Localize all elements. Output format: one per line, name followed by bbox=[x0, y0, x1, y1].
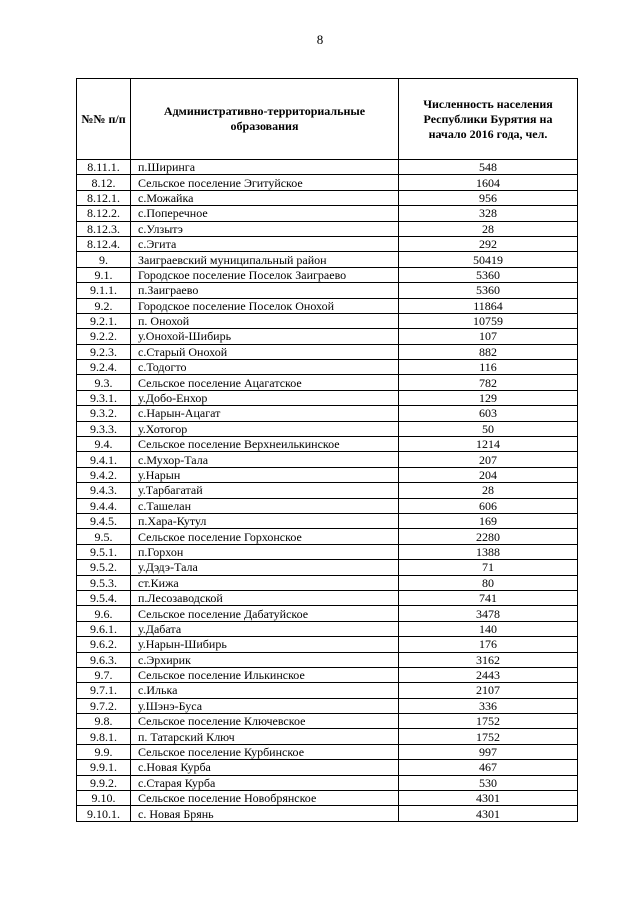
table-row bbox=[77, 252, 578, 267]
table-row bbox=[77, 160, 578, 175]
row-population: 50 bbox=[399, 421, 578, 436]
row-territory: п. Онохой bbox=[131, 313, 399, 328]
table-row bbox=[77, 236, 578, 251]
row-population: 50419 bbox=[399, 252, 578, 267]
row-territory: п.Заиграево bbox=[131, 283, 399, 298]
table-row bbox=[77, 575, 578, 590]
row-territory: с.Старый Онохой bbox=[131, 344, 399, 359]
row-territory: Заиграевский муниципальный район bbox=[131, 252, 399, 267]
table-row bbox=[77, 283, 578, 298]
row-territory: с.Эрхирик bbox=[131, 652, 399, 667]
table-row bbox=[77, 375, 578, 390]
row-population: 204 bbox=[399, 467, 578, 482]
table-body bbox=[77, 160, 578, 822]
row-number: 9.1.1. bbox=[77, 283, 131, 298]
row-territory: у.Шэнэ-Буса bbox=[131, 698, 399, 713]
table-row bbox=[77, 729, 578, 744]
header-population: Численность населения Республики Бурятия на начало 2016 года, чел. bbox=[399, 79, 578, 160]
row-territory: Сельское поселение Ключевское bbox=[131, 714, 399, 729]
row-territory: Сельское поселение Курбинское bbox=[131, 744, 399, 759]
row-population: 11864 bbox=[399, 298, 578, 313]
row-territory: с. Новая Брянь bbox=[131, 806, 399, 821]
row-territory: у.Дэдэ-Тала bbox=[131, 560, 399, 575]
table-header bbox=[77, 79, 578, 160]
row-territory: Сельское поселение Ацагатское bbox=[131, 375, 399, 390]
row-population: 882 bbox=[399, 344, 578, 359]
row-population: 328 bbox=[399, 206, 578, 221]
row-number: 8.11.1. bbox=[77, 160, 131, 175]
row-territory: п.Хара-Кутул bbox=[131, 513, 399, 528]
row-number: 9.3.1. bbox=[77, 390, 131, 405]
row-number: 9.9.2. bbox=[77, 775, 131, 790]
table-row bbox=[77, 437, 578, 452]
table-row bbox=[77, 621, 578, 636]
table-row bbox=[77, 206, 578, 221]
row-population: 1752 bbox=[399, 729, 578, 744]
row-number: 9.9. bbox=[77, 744, 131, 759]
table-row bbox=[77, 698, 578, 713]
row-number: 8.12.2. bbox=[77, 206, 131, 221]
row-territory: п. Татарский Ключ bbox=[131, 729, 399, 744]
row-population: 4301 bbox=[399, 791, 578, 806]
table-row bbox=[77, 452, 578, 467]
row-number: 9.2. bbox=[77, 298, 131, 313]
table-row bbox=[77, 313, 578, 328]
table-row bbox=[77, 498, 578, 513]
row-number: 9.5.4. bbox=[77, 590, 131, 605]
row-population: 4301 bbox=[399, 806, 578, 821]
table-row bbox=[77, 190, 578, 205]
row-population: 129 bbox=[399, 390, 578, 405]
header-number: №№ п/п bbox=[77, 79, 131, 160]
row-population: 997 bbox=[399, 744, 578, 759]
row-territory: у.Тарбагатай bbox=[131, 483, 399, 498]
row-number: 9.6. bbox=[77, 606, 131, 621]
table-row bbox=[77, 421, 578, 436]
row-number: 9.2.1. bbox=[77, 313, 131, 328]
table-row bbox=[77, 221, 578, 236]
table-row bbox=[77, 513, 578, 528]
row-population: 2443 bbox=[399, 667, 578, 682]
table-row bbox=[77, 483, 578, 498]
row-population: 176 bbox=[399, 637, 578, 652]
row-number: 9.9.1. bbox=[77, 760, 131, 775]
row-territory: ст.Кижа bbox=[131, 575, 399, 590]
table-row bbox=[77, 298, 578, 313]
row-territory: с.Поперечное bbox=[131, 206, 399, 221]
row-number: 9.1. bbox=[77, 267, 131, 282]
table-row bbox=[77, 667, 578, 682]
row-number: 9.3. bbox=[77, 375, 131, 390]
row-number: 9.4.4. bbox=[77, 498, 131, 513]
row-number: 9.6.1. bbox=[77, 621, 131, 636]
page-number: 8 bbox=[316, 32, 324, 47]
table-row bbox=[77, 329, 578, 344]
row-number: 9.7.2. bbox=[77, 698, 131, 713]
row-number: 9.4.3. bbox=[77, 483, 131, 498]
table-row bbox=[77, 544, 578, 559]
row-territory: Городское поселение Поселок Онохой bbox=[131, 298, 399, 313]
row-population: 140 bbox=[399, 621, 578, 636]
row-number: 9.4.5. bbox=[77, 513, 131, 528]
row-population: 207 bbox=[399, 452, 578, 467]
table-row bbox=[77, 467, 578, 482]
table-row bbox=[77, 606, 578, 621]
row-number: 9.2.3. bbox=[77, 344, 131, 359]
row-population: 80 bbox=[399, 575, 578, 590]
header-row bbox=[77, 79, 578, 160]
row-territory: с.Илька bbox=[131, 683, 399, 698]
row-population: 5360 bbox=[399, 267, 578, 282]
row-number: 9.5.1. bbox=[77, 544, 131, 559]
row-number: 9.4.1. bbox=[77, 452, 131, 467]
header-territory: Административно-территориальные образования bbox=[131, 79, 399, 160]
table-row bbox=[77, 390, 578, 405]
row-population: 530 bbox=[399, 775, 578, 790]
row-population: 292 bbox=[399, 236, 578, 251]
row-number: 9.2.4. bbox=[77, 360, 131, 375]
row-population: 28 bbox=[399, 483, 578, 498]
table-row bbox=[77, 806, 578, 821]
row-number: 8.12.3. bbox=[77, 221, 131, 236]
table-row bbox=[77, 175, 578, 190]
row-number: 8.12.1. bbox=[77, 190, 131, 205]
row-territory: п.Ширинга bbox=[131, 160, 399, 175]
table-row bbox=[77, 775, 578, 790]
row-population: 116 bbox=[399, 360, 578, 375]
row-number: 9.5.3. bbox=[77, 575, 131, 590]
row-territory: с.Мухор-Тала bbox=[131, 452, 399, 467]
row-territory: у.Нарын bbox=[131, 467, 399, 482]
row-territory: Сельское поселение Верхнеилькинское bbox=[131, 437, 399, 452]
table-row bbox=[77, 637, 578, 652]
row-population: 1752 bbox=[399, 714, 578, 729]
row-population: 169 bbox=[399, 513, 578, 528]
row-population: 467 bbox=[399, 760, 578, 775]
row-population: 741 bbox=[399, 590, 578, 605]
row-territory: Сельское поселение Горхонское bbox=[131, 529, 399, 544]
row-territory: у.Онохой-Шибирь bbox=[131, 329, 399, 344]
table-row bbox=[77, 791, 578, 806]
table-row bbox=[77, 760, 578, 775]
row-number: 9.3.3. bbox=[77, 421, 131, 436]
table-row bbox=[77, 590, 578, 605]
row-territory: у.Дабата bbox=[131, 621, 399, 636]
table-row bbox=[77, 344, 578, 359]
row-territory: с.Ташелан bbox=[131, 498, 399, 513]
row-population: 28 bbox=[399, 221, 578, 236]
row-number: 9.8. bbox=[77, 714, 131, 729]
table-row bbox=[77, 529, 578, 544]
row-population: 1388 bbox=[399, 544, 578, 559]
table-row bbox=[77, 683, 578, 698]
row-territory: с.Тодогто bbox=[131, 360, 399, 375]
row-territory: п.Лесозаводской bbox=[131, 590, 399, 605]
population-table bbox=[76, 78, 578, 822]
row-population: 2107 bbox=[399, 683, 578, 698]
table-row bbox=[77, 652, 578, 667]
row-number: 9.5.2. bbox=[77, 560, 131, 575]
row-territory: п.Горхон bbox=[131, 544, 399, 559]
row-territory: с.Старая Курба bbox=[131, 775, 399, 790]
row-number: 9.5. bbox=[77, 529, 131, 544]
row-population: 3478 bbox=[399, 606, 578, 621]
row-population: 336 bbox=[399, 698, 578, 713]
row-population: 782 bbox=[399, 375, 578, 390]
table-row bbox=[77, 360, 578, 375]
row-territory: с.Новая Курба bbox=[131, 760, 399, 775]
row-territory: Сельское поселение Новобрянское bbox=[131, 791, 399, 806]
row-population: 2280 bbox=[399, 529, 578, 544]
row-territory: с.Эгита bbox=[131, 236, 399, 251]
table-row bbox=[77, 267, 578, 282]
row-number: 9.4. bbox=[77, 437, 131, 452]
row-population: 10759 bbox=[399, 313, 578, 328]
row-territory: с.Можайка bbox=[131, 190, 399, 205]
row-number: 9.3.2. bbox=[77, 406, 131, 421]
row-number: 9.7.1. bbox=[77, 683, 131, 698]
row-population: 606 bbox=[399, 498, 578, 513]
row-population: 548 bbox=[399, 160, 578, 175]
table-row bbox=[77, 714, 578, 729]
row-number: 8.12.4. bbox=[77, 236, 131, 251]
row-number: 9.10. bbox=[77, 791, 131, 806]
row-population: 71 bbox=[399, 560, 578, 575]
row-population: 1604 bbox=[399, 175, 578, 190]
table-row bbox=[77, 406, 578, 421]
table-row bbox=[77, 560, 578, 575]
row-territory: Сельское поселение Дабатуйское bbox=[131, 606, 399, 621]
row-number: 9.6.3. bbox=[77, 652, 131, 667]
row-population: 603 bbox=[399, 406, 578, 421]
row-number: 9. bbox=[77, 252, 131, 267]
row-population: 5360 bbox=[399, 283, 578, 298]
row-population: 3162 bbox=[399, 652, 578, 667]
row-number: 9.2.2. bbox=[77, 329, 131, 344]
row-number: 8.12. bbox=[77, 175, 131, 190]
row-territory: Сельское поселение Илькинское bbox=[131, 667, 399, 682]
table-row bbox=[77, 744, 578, 759]
row-territory: Сельское поселение Эгитуйское bbox=[131, 175, 399, 190]
row-number: 9.6.2. bbox=[77, 637, 131, 652]
row-territory: с.Нарын-Ацагат bbox=[131, 406, 399, 421]
row-territory: у.Хотогор bbox=[131, 421, 399, 436]
row-number: 9.10.1. bbox=[77, 806, 131, 821]
row-population: 956 bbox=[399, 190, 578, 205]
row-territory: Городское поселение Поселок Заиграево bbox=[131, 267, 399, 282]
row-number: 9.7. bbox=[77, 667, 131, 682]
row-territory: с.Улзытэ bbox=[131, 221, 399, 236]
row-number: 9.8.1. bbox=[77, 729, 131, 744]
row-territory: у.Нарын-Шибирь bbox=[131, 637, 399, 652]
row-territory: у.Добо-Енхор bbox=[131, 390, 399, 405]
row-number: 9.4.2. bbox=[77, 467, 131, 482]
row-population: 107 bbox=[399, 329, 578, 344]
row-population: 1214 bbox=[399, 437, 578, 452]
